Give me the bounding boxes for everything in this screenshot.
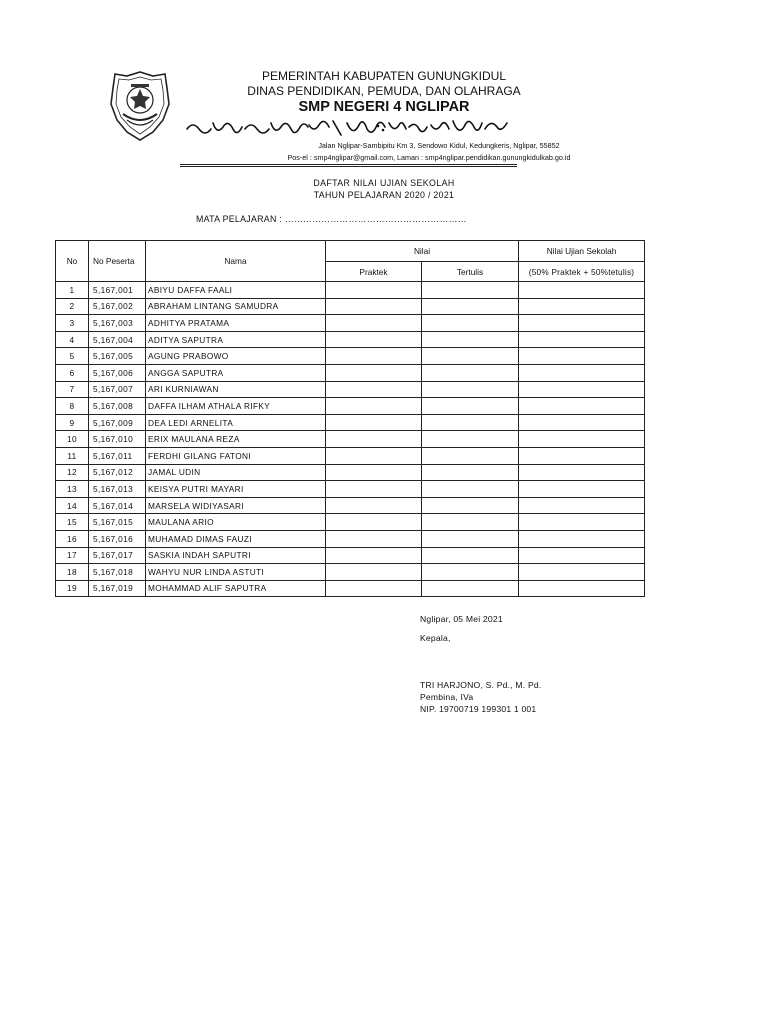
row-nilai-ujian-cell [519, 398, 645, 415]
row-no-cell: 17 [56, 547, 89, 564]
row-praktek-cell [326, 547, 422, 564]
table-row [56, 580, 645, 597]
header-department: DINAS PENDIDIKAN, PEMUDA, DAN OLAHRAGA [247, 84, 521, 98]
table-row [56, 331, 645, 348]
row-tertulis-cell [422, 381, 519, 398]
row-tertulis-cell [422, 315, 519, 332]
table-row [56, 298, 645, 315]
row-nama-cell: ADITYA SAPUTRA [146, 331, 326, 348]
row-nilai-ujian-cell [519, 447, 645, 464]
table-row [56, 348, 645, 365]
row-nama-cell: WAHYU NUR LINDA ASTUTI [146, 564, 326, 581]
row-no-cell: 14 [56, 497, 89, 514]
table-row [56, 530, 645, 547]
row-nama-cell: ADHITYA PRATAMA [146, 315, 326, 332]
row-nama-cell: DEA LEDI ARNELITA [146, 414, 326, 431]
row-nilai-ujian-cell [519, 514, 645, 531]
table-row [56, 497, 645, 514]
row-no-peserta-cell: 5,167,001 [89, 282, 146, 299]
signature-rank: Pembina, IVa [420, 692, 474, 702]
row-nama-cell: FERDHI GILANG FATONI [146, 447, 326, 464]
row-nilai-ujian-cell [519, 431, 645, 448]
table-row [56, 547, 645, 564]
row-no-cell: 19 [56, 580, 89, 597]
row-no-cell: 6 [56, 364, 89, 381]
row-tertulis-cell [422, 282, 519, 299]
row-no-peserta-cell: 5,167,007 [89, 381, 146, 398]
row-no-peserta-cell: 5,167,017 [89, 547, 146, 564]
row-no-cell: 2 [56, 298, 89, 315]
signature-nip: NIP. 19700719 199301 1 001 [420, 704, 537, 714]
row-nilai-ujian-cell [519, 364, 645, 381]
row-tertulis-cell [422, 364, 519, 381]
row-tertulis-cell [422, 298, 519, 315]
row-no-peserta-cell: 5,167,008 [89, 398, 146, 415]
row-no-cell: 3 [56, 315, 89, 332]
row-nilai-ujian-cell [519, 547, 645, 564]
row-tertulis-cell [422, 348, 519, 365]
row-no-peserta-cell: 5,167,009 [89, 414, 146, 431]
row-nama-cell: MAULANA ARIO [146, 514, 326, 531]
subject-line: MATA PELAJARAN : …………………………………………………… [196, 214, 467, 224]
col-header-no: No [56, 241, 89, 282]
row-no-peserta-cell: 5,167,019 [89, 580, 146, 597]
row-no-cell: 9 [56, 414, 89, 431]
col-header-nilai-ujian-sekolah: Nilai Ujian Sekolah [519, 241, 645, 262]
row-praktek-cell [326, 447, 422, 464]
signature-place-date: Nglipar, 05 Mei 2021 [420, 614, 503, 624]
table-row [56, 431, 645, 448]
row-nilai-ujian-cell [519, 580, 645, 597]
row-no-peserta-cell: 5,167,002 [89, 298, 146, 315]
row-nama-cell: ABIYU DAFFA FAALI [146, 282, 326, 299]
row-no-peserta-cell: 5,167,012 [89, 464, 146, 481]
row-no-cell: 7 [56, 381, 89, 398]
row-nilai-ujian-cell [519, 481, 645, 498]
row-nama-cell: AGUNG PRABOWO [146, 348, 326, 365]
row-praktek-cell [326, 580, 422, 597]
row-nama-cell: JAMAL UDIN [146, 464, 326, 481]
row-no-peserta-cell: 5,167,018 [89, 564, 146, 581]
row-nama-cell: SASKIA INDAH SAPUTRI [146, 547, 326, 564]
table-row [56, 514, 645, 531]
row-praktek-cell [326, 298, 422, 315]
row-no-cell: 18 [56, 564, 89, 581]
row-no-peserta-cell: 5,167,010 [89, 431, 146, 448]
row-praktek-cell [326, 481, 422, 498]
row-tertulis-cell [422, 530, 519, 547]
table-row [56, 398, 645, 415]
row-no-cell: 12 [56, 464, 89, 481]
row-praktek-cell [326, 464, 422, 481]
row-tertulis-cell [422, 547, 519, 564]
row-no-peserta-cell: 5,167,003 [89, 315, 146, 332]
school-contact: Pos-el : smp4nglipar@gmail.com, Laman : smp4nglipar.pendidikan.gunungkidulkab.go.id [287, 153, 571, 162]
row-no-peserta-cell: 5,167,005 [89, 348, 146, 365]
row-tertulis-cell [422, 414, 519, 431]
row-nama-cell: MARSELA WIDIYASARI [146, 497, 326, 514]
row-nama-cell: KEISYA PUTRI MAYARI [146, 481, 326, 498]
header-divider-top [180, 164, 517, 165]
row-tertulis-cell [422, 447, 519, 464]
table-row [56, 447, 645, 464]
grades-table [55, 240, 645, 597]
row-nama-cell: DAFFA ILHAM ATHALA RIFKY [146, 398, 326, 415]
row-nilai-ujian-cell [519, 331, 645, 348]
signature-role: Kepala, [420, 633, 451, 643]
col-header-tertulis: Tertulis [422, 262, 519, 282]
col-header-no-peserta: No Peserta [89, 241, 146, 282]
document-year: TAHUN PELAJARAN 2020 / 2021 [313, 190, 455, 200]
col-header-nilai: Nilai [326, 241, 519, 262]
row-tertulis-cell [422, 431, 519, 448]
row-no-peserta-cell: 5,167,013 [89, 481, 146, 498]
javanese-script-school-name [183, 115, 518, 139]
table-row [56, 282, 645, 299]
row-no-cell: 5 [56, 348, 89, 365]
row-tertulis-cell [422, 398, 519, 415]
row-praktek-cell [326, 530, 422, 547]
table-row [56, 564, 645, 581]
row-no-peserta-cell: 5,167,016 [89, 530, 146, 547]
header-government: PEMERINTAH KABUPATEN GUNUNGKIDUL [261, 69, 507, 83]
row-nilai-ujian-cell [519, 298, 645, 315]
col-header-nama: Nama [146, 241, 326, 282]
table-row [56, 481, 645, 498]
col-header-praktek: Praktek [326, 262, 422, 282]
table-row [56, 381, 645, 398]
table-row [56, 414, 645, 431]
row-tertulis-cell [422, 497, 519, 514]
row-nilai-ujian-cell [519, 414, 645, 431]
row-praktek-cell [326, 514, 422, 531]
header-school-name: SMP NEGERI 4 NGLIPAR [298, 99, 470, 115]
row-tertulis-cell [422, 464, 519, 481]
row-tertulis-cell [422, 580, 519, 597]
row-no-peserta-cell: 5,167,014 [89, 497, 146, 514]
row-nama-cell: ARI KURNIAWAN [146, 381, 326, 398]
row-nilai-ujian-cell [519, 497, 645, 514]
table-row [56, 364, 645, 381]
row-no-cell: 1 [56, 282, 89, 299]
row-no-cell: 4 [56, 331, 89, 348]
row-tertulis-cell [422, 481, 519, 498]
row-praktek-cell [326, 497, 422, 514]
row-no-cell: 10 [56, 431, 89, 448]
row-praktek-cell [326, 364, 422, 381]
row-no-cell: 11 [56, 447, 89, 464]
table-row [56, 464, 645, 481]
row-no-peserta-cell: 5,167,015 [89, 514, 146, 531]
row-nama-cell: MOHAMMAD ALIF SAPUTRA [146, 580, 326, 597]
row-nilai-ujian-cell [519, 282, 645, 299]
row-tertulis-cell [422, 564, 519, 581]
row-nilai-ujian-cell [519, 464, 645, 481]
row-no-peserta-cell: 5,167,004 [89, 331, 146, 348]
row-nama-cell: ANGGA SAPUTRA [146, 364, 326, 381]
row-nilai-ujian-cell [519, 348, 645, 365]
row-praktek-cell [326, 331, 422, 348]
row-nilai-ujian-cell [519, 381, 645, 398]
row-nilai-ujian-cell [519, 530, 645, 547]
row-praktek-cell [326, 315, 422, 332]
row-no-peserta-cell: 5,167,006 [89, 364, 146, 381]
col-header-formula: (50% Praktek + 50%tetulis) [519, 262, 645, 282]
row-tertulis-cell [422, 514, 519, 531]
row-no-cell: 15 [56, 514, 89, 531]
row-praktek-cell [326, 381, 422, 398]
header-divider-bottom [180, 166, 517, 167]
row-praktek-cell [326, 398, 422, 415]
row-tertulis-cell [422, 331, 519, 348]
document-title: DAFTAR NILAI UJIAN SEKOLAH [313, 178, 455, 188]
row-praktek-cell [326, 282, 422, 299]
row-nilai-ujian-cell [519, 315, 645, 332]
row-praktek-cell [326, 348, 422, 365]
signature-name: TRI HARJONO, S. Pd., M. Pd. [420, 680, 542, 690]
row-no-cell: 13 [56, 481, 89, 498]
row-nilai-ujian-cell [519, 564, 645, 581]
row-nama-cell: ERIX MAULANA REZA [146, 431, 326, 448]
row-no-cell: 8 [56, 398, 89, 415]
row-praktek-cell [326, 414, 422, 431]
row-praktek-cell [326, 431, 422, 448]
row-nama-cell: MUHAMAD DIMAS FAUZI [146, 530, 326, 547]
table-row [56, 315, 645, 332]
row-no-cell: 16 [56, 530, 89, 547]
school-address: Jalan Nglipar-Sambipitu Km 3, Sendowo Kidul, Kedungkeris, Nglipar, 55852 [318, 141, 560, 150]
row-nama-cell: ABRAHAM LINTANG SAMUDRA [146, 298, 326, 315]
row-praktek-cell [326, 564, 422, 581]
row-no-peserta-cell: 5,167,011 [89, 447, 146, 464]
